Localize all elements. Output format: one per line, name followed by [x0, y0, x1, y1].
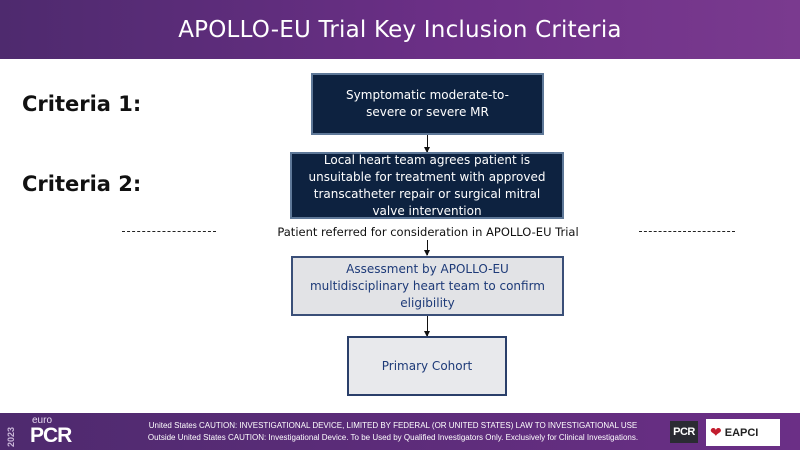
heart-icon: ❤: [710, 424, 722, 440]
eapci-logo-text: EAPCI: [724, 426, 759, 439]
eapci-logo: [706, 419, 780, 446]
criteria-2-text: Local heart team agrees patient is unsuitable for treatment with approved transcatheter repair or surgical mitral valve intervention: [308, 152, 546, 218]
primary-cohort-text: Primary Cohort: [381, 358, 473, 373]
criteria-1-label: Criteria 1:: [22, 92, 142, 116]
pcr-logo: PCR: [670, 421, 698, 443]
criteria-2-box: [290, 152, 564, 219]
caution-outside-text: Outside United States CAUTION: Investigational Device. To be Used by Qualified Investigators Only. Exclusively for Clinical Investigations.: [147, 433, 639, 442]
footer-brand: PCR: [30, 424, 72, 447]
arrow-referral-to-assessment: [427, 240, 428, 255]
footer-year: 2023: [6, 426, 16, 447]
assessment-box: [291, 256, 564, 316]
caution-us-text: United States CAUTION: INVESTIGATIONAL DEVICE, LIMITED BY FEDERAL (OR UNITED STATES) LAW TO INVESTIGATIONAL USE: [148, 421, 638, 430]
referral-text: Patient referred for consideration in APOLLO-EU Trial: [277, 225, 579, 239]
primary-cohort-box: [347, 336, 507, 396]
title-bar: [0, 0, 800, 59]
criteria-1-text: Symptomatic moderate-to-severe or severe MR: [346, 88, 509, 119]
arrow-1-to-2: [427, 135, 428, 152]
page-title: APOLLO-EU Trial Key Inclusion Criteria: [178, 16, 622, 43]
right-dashed-divider: [639, 231, 735, 232]
caution-notice: [120, 420, 666, 444]
footer-brand-prefix: euro: [32, 415, 53, 426]
assessment-text: Assessment by APOLLO-EU multidisciplinary heart team to confirm eligibility: [309, 261, 545, 310]
criteria-1-box: [311, 73, 544, 135]
arrow-assessment-to-cohort: [427, 316, 428, 336]
criteria-2-label: Criteria 2:: [22, 172, 142, 196]
